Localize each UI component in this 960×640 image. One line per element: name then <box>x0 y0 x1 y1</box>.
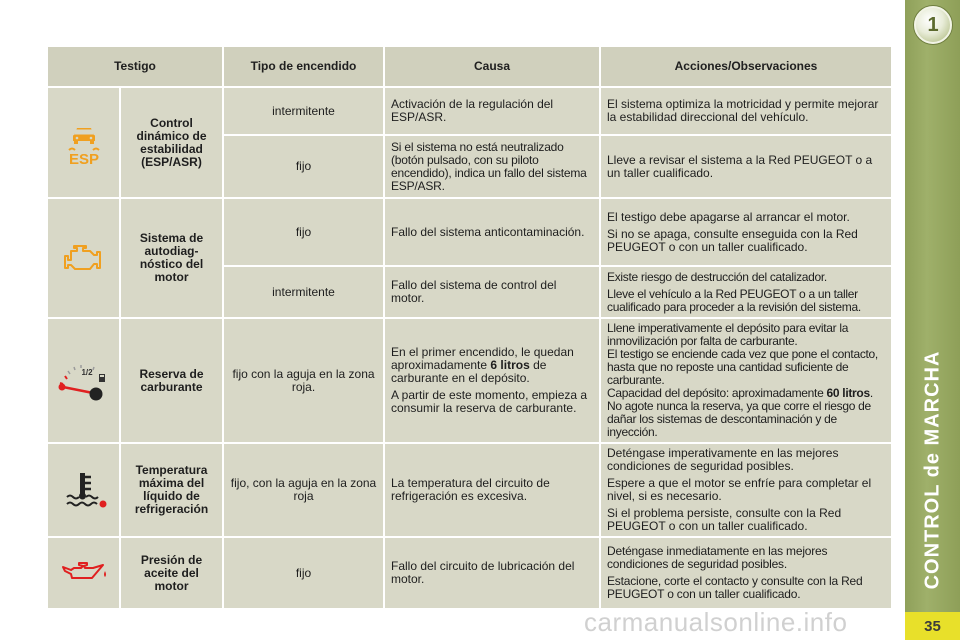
esp-tipo-2: fijo <box>223 135 384 198</box>
esp-acciones-1: El sistema optimiza la motricidad y permite mejorar la estabilidad direccional del vehículo. <box>600 87 892 135</box>
header-causa: Causa <box>384 46 600 87</box>
fuel-icon-cell <box>47 318 120 443</box>
table-row <box>47 87 892 135</box>
esp-tipo-1: intermitente <box>223 87 384 135</box>
engine-check-icon <box>62 242 106 274</box>
oil-pressure-icon <box>59 559 109 587</box>
reserva-acciones: Llene imperativamente el depósito para evitar la inmovilización por falta de carburante. El testigo se enciende cada vez que pone el contacto, hasta que no reposte una cantidad suficiente de carburante. Capacidad del depósito: aproximadamente 60 litros. No agote nunca la reserva, ya que corre el riesgo de dañar los sistemas de descontaminación y de inyección. <box>600 318 892 443</box>
aceite-tipo: fijo <box>223 537 384 609</box>
coolant-temperature-icon <box>59 470 109 510</box>
temperatura-name: Temperatura máxima del líquido de refrigeración <box>120 443 223 537</box>
reserva-tipo: fijo con la aguja en la zona roja. <box>223 318 384 443</box>
temperatura-causa: La temperatura del circuito de refrigeración es excesiva. <box>384 443 600 537</box>
reserva-name: Reserva de carburante <box>120 318 223 443</box>
temperatura-tipo: fijo, con la aguja en la zona roja <box>223 443 384 537</box>
esp-name: Control dinámico de estabilidad (ESP/ASR) <box>120 87 223 198</box>
aceite-acciones: Deténgase inmediatamente en las mejores condiciones de seguridad posibles. Estacione, corte el contacto y consulte con la Red PEUGEOT o con un taller cualificado. <box>600 537 892 609</box>
reserva-causa: En el primer encendido, le quedan aproximadamente 6 litros de carburante en el depósito. A partir de este momento, empieza a consumir la reserva de carburante. <box>384 318 600 443</box>
header-testigo: Testigo <box>47 46 223 87</box>
esp-icon-cell <box>47 87 120 198</box>
chapter-number-badge: 1 <box>914 6 952 44</box>
table-row <box>47 443 892 537</box>
autodiag-causa-1: Fallo del sistema anticontaminación. <box>384 198 600 266</box>
engine-icon-cell <box>47 198 120 318</box>
esp-acciones-2: Lleve a revisar el sistema a la Red PEUGEOT o a un taller cualificado. <box>600 135 892 198</box>
warning-lights-table <box>46 45 893 610</box>
fuel-gauge-icon <box>56 358 112 404</box>
esp-warning-icon <box>64 119 104 167</box>
autodiag-tipo-1: fijo <box>223 198 384 266</box>
gauge-half-label: 1/2 <box>80 367 93 377</box>
autodiag-acciones-2: Existe riesgo de destrucción del catalizador. Lleve el vehículo a la Red PEUGEOT o a un taller cualificado para proceder a la revisión del sistema. <box>600 266 892 318</box>
temperatura-acciones: Deténgase imperativamente en las mejores condiciones de seguridad posibles. Espere a que el motor se enfríe para completar el nivel, si es necesario. Si el problema persiste, consulte con la Red PEUGEOT o con un taller cualificado. <box>600 443 892 537</box>
esp-icon-label: ESP <box>68 150 99 167</box>
table-header-row <box>47 46 892 87</box>
autodiag-tipo-2: intermitente <box>223 266 384 318</box>
autodiag-causa-2: Fallo del sistema de control del motor. <box>384 266 600 318</box>
aceite-name: Presión de aceite del motor <box>120 537 223 609</box>
watermark: carmanualsonline.info <box>584 607 848 637</box>
table-row <box>47 537 892 609</box>
header-acciones: Acciones/Observaciones <box>600 46 892 87</box>
autodiag-acciones-1: El testigo debe apagarse al arrancar el motor. Si no se apaga, consulte enseguida con la Red PEUGEOT o con un taller cualificado. <box>600 198 892 266</box>
oil-icon-cell <box>47 537 120 609</box>
coolant-icon-cell <box>47 443 120 537</box>
header-tipo: Tipo de encendido <box>223 46 384 87</box>
table-row <box>47 198 892 266</box>
autodiag-name: Sistema de autodiag-nóstico del motor <box>120 198 223 318</box>
aceite-causa: Fallo del circuito de lubricación del motor. <box>384 537 600 609</box>
table-row <box>47 318 892 443</box>
esp-causa-2: Si el sistema no está neutralizado (botón pulsado, con su piloto encendido), indica un fallo del sistema ESP/ASR. <box>384 135 600 198</box>
page-number: 35 <box>905 612 960 640</box>
esp-causa-1: Activación de la regulación del ESP/ASR. <box>384 87 600 135</box>
section-title: CONTROL de MARCHA <box>921 350 944 590</box>
